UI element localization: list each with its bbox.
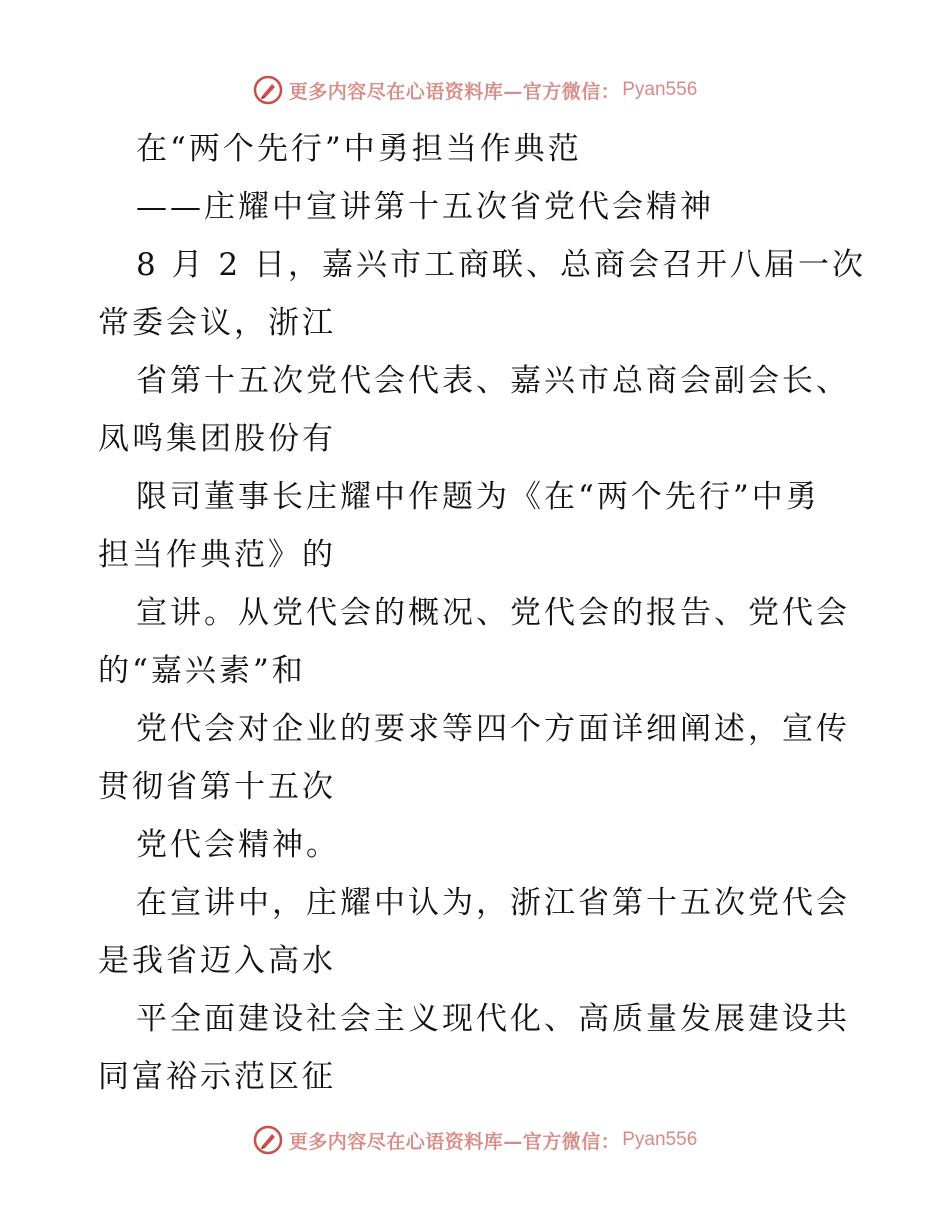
document-line: 8 月 2 日，嘉兴市工商联、总商会召开八届一次 bbox=[136, 247, 867, 283]
watermark-text: 更多内容尽在心语资料库—官方微信： bbox=[288, 80, 621, 103]
document-line: 的“嘉兴素”和 bbox=[98, 653, 306, 689]
document-line: 凤鸣集团股份有 bbox=[98, 421, 336, 457]
watermark-text: 更多内容尽在心语资料库—官方微信： bbox=[288, 1130, 621, 1153]
document-line: 担当作典范》的 bbox=[98, 537, 336, 573]
document-line: 党代会精神。 bbox=[136, 827, 340, 863]
document-line: 宣讲。从党代会的概况、党代会的报告、党代会 bbox=[136, 595, 850, 631]
document-line: 限司董事长庄耀中作题为《在“两个先行”中勇 bbox=[136, 479, 820, 515]
pen-logo-icon bbox=[253, 75, 283, 105]
document-line: 党代会对企业的要求等四个方面详细阐述，宣传 bbox=[136, 711, 850, 747]
document-line: 省第十五次党代会代表、嘉兴市总商会副会长、 bbox=[136, 363, 850, 399]
footer-watermark bbox=[0, 1120, 950, 1160]
watermark-wechat-id: Pyan556 bbox=[622, 79, 698, 100]
pen-logo-icon bbox=[253, 1125, 283, 1155]
document-line: 贯彻省第十五次 bbox=[98, 769, 336, 805]
document-line: 平全面建设社会主义现代化、高质量发展建设共 bbox=[136, 1001, 850, 1037]
document-line: 同富裕示范区征 bbox=[98, 1059, 336, 1095]
document-line: 在宣讲中，庄耀中认为，浙江省第十五次党代会 bbox=[136, 885, 850, 921]
document-line: ——庄耀中宣讲第十五次省党代会精神 bbox=[136, 189, 714, 225]
document-line: 常委会议，浙江 bbox=[98, 305, 336, 341]
document-body bbox=[98, 120, 867, 1106]
document-line: 在“两个先行”中勇担当作典范 bbox=[136, 131, 582, 167]
document-line: 是我省迈入高水 bbox=[98, 943, 336, 979]
header-watermark bbox=[0, 70, 950, 110]
watermark-wechat-id: Pyan556 bbox=[622, 1129, 698, 1150]
